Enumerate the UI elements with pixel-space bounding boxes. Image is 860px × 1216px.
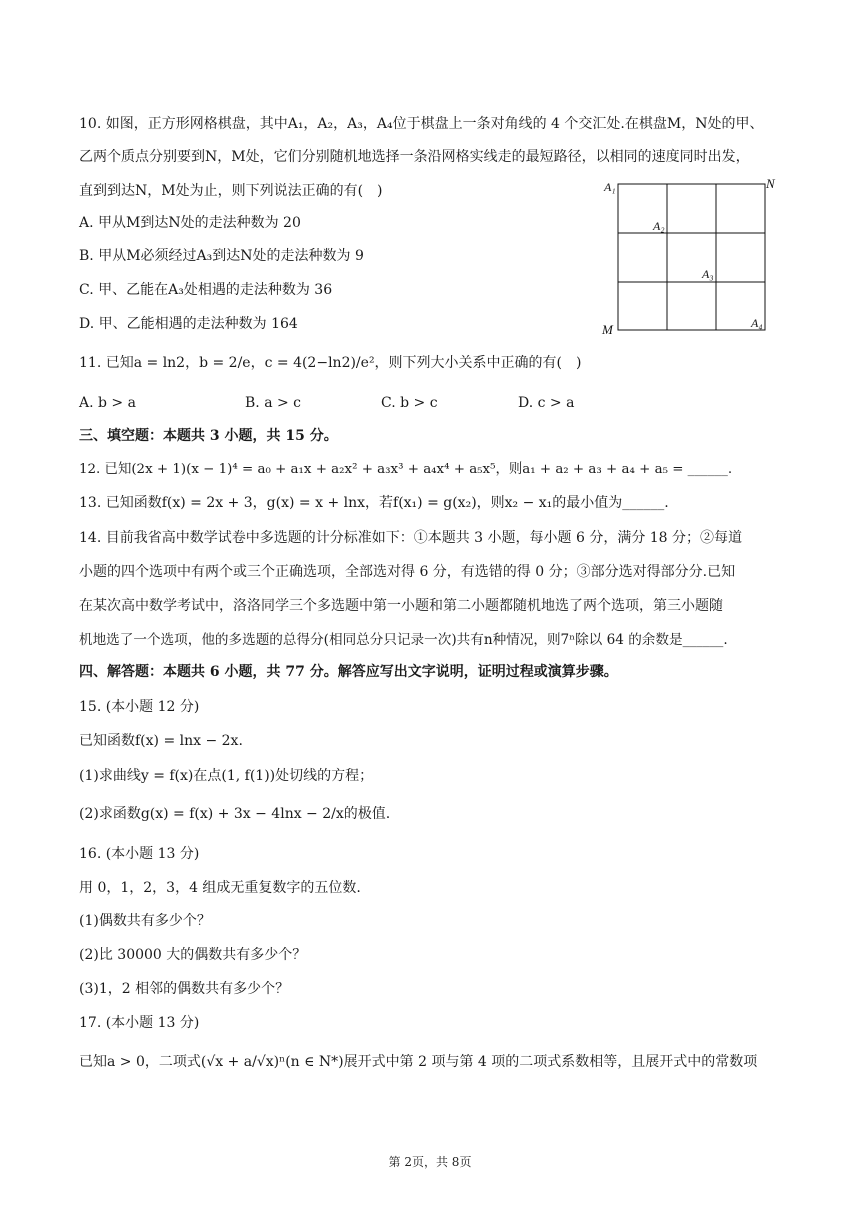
q10-line-2: 乙两个质点分别要到N，M处，它们分别随机地选择一条沿网格实线走的最短路径，以相同的速度同时出发，	[79, 149, 750, 165]
q11-stem: 11. 已知a = ln2，b = 2/e，c = 4(2−ln2)/e²，则下列大小关系中正确的有( )	[79, 355, 582, 371]
q17-heading: 17. (本小题 13 分)	[79, 1015, 200, 1031]
q10-line-1: 10. 如图，正方形网格棋盘，其中A₁，A₂，A₃，A₄位于棋盘上一条对角线的 4 个交汇处.在棋盘M，N处的甲、	[79, 116, 764, 132]
q15-part-1: (1)求曲线y = f(x)在点(1, f(1))处切线的方程；	[79, 768, 374, 784]
q10-option-c: C. 甲、乙能在A₃处相遇的走法种数为 36	[79, 282, 333, 298]
q14-line-2: 小题的四个选项中有两个或三个正确选项，全部选对得 6 分，有选错的得 0 分；③部分选对得部分分.已知	[79, 564, 736, 580]
label-a3: A₃	[702, 267, 714, 281]
q15-stem: 已知函数f(x) = lnx − 2x.	[79, 733, 243, 749]
label-a2: A₂	[653, 219, 665, 233]
q16-heading: 16. (本小题 13 分)	[79, 846, 200, 862]
q11-option-b: B. a > c	[245, 395, 302, 411]
page-footer: 第 2页，共 8页	[388, 1155, 472, 1169]
label-a1: A₁	[604, 180, 616, 194]
question-13: 13. 已知函数f(x) = 2x + 3，g(x) = x + lnx，若f(x₁) = g(x₂)，则x₂ − x₁的最小值为______.	[79, 495, 669, 511]
q16-part-2: (2)比 30000 大的偶数共有多少个？	[79, 947, 307, 963]
q10-line-3: 直到到达N，M处为止，则下列说法正确的有( )	[79, 183, 383, 199]
q14-line-3: 在某次高中数学考试中，洛洛同学三个多选题中第一小题和第二小题都随机地选了两个选项，第三小题随	[79, 598, 723, 614]
q10-option-b: B. 甲从M必须经过A₃到达N处的走法种数为 9	[79, 248, 364, 264]
q16-part-1: (1)偶数共有多少个？	[79, 913, 211, 929]
label-m: M	[602, 322, 613, 337]
q10-option-d: D. 甲、乙能相遇的走法种数为 164	[79, 316, 298, 332]
q16-stem: 用 0，1，2，3，4 组成无重复数字的五位数.	[79, 880, 361, 896]
q11-option-c: C. b > c	[381, 395, 438, 411]
section-4-heading: 四、解答题：本题共 6 小题，共 77 分。解答应写出文字说明，证明过程或演算步骤。	[79, 664, 618, 680]
q15-part-2: (2)求函数g(x) = f(x) + 3x − 4lnx − 2/x的极值.	[79, 806, 391, 822]
q10-option-a: A. 甲从M到达N处的走法种数为 20	[79, 215, 301, 231]
q16-part-3: (3)1，2 相邻的偶数共有多少个？	[79, 981, 290, 997]
q14-line-4: 机地选了一个选项，他的多选题的总得分(相同总分只记录一次)共有n种情况，则7ⁿ除以 64 的余数是______.	[79, 632, 728, 648]
section-3-heading: 三、填空题：本题共 3 小题，共 15 分。	[79, 428, 338, 444]
q11-option-a: A. b > a	[79, 395, 136, 411]
grid-border	[618, 184, 765, 330]
q17-stem: 已知a > 0，二项式(√x + a/√x)ⁿ(n ∈ N*)展开式中第 2 项与第 4 项的二项式系数相等，且展开式中的常数项	[79, 1054, 758, 1070]
grid-figure	[598, 172, 788, 337]
q11-option-d: D. c > a	[518, 395, 575, 411]
q14-line-1: 14. 目前我省高中数学试卷中多选题的计分标准如下：①本题共 3 小题，每小题 6 分，满分 18 分；②每道	[79, 530, 743, 546]
label-n: N	[766, 176, 775, 191]
label-a4: A₄	[751, 316, 763, 330]
q15-heading: 15. (本小题 12 分)	[79, 699, 200, 715]
question-12: 12. 已知(2x + 1)(x − 1)⁴ = a₀ + a₁x + a₂x² + a₃x³ + a₄x⁴ + a₅x⁵，则a₁ + a₂ + a₃ + a₄ + a₅ = ______.	[79, 462, 733, 477]
